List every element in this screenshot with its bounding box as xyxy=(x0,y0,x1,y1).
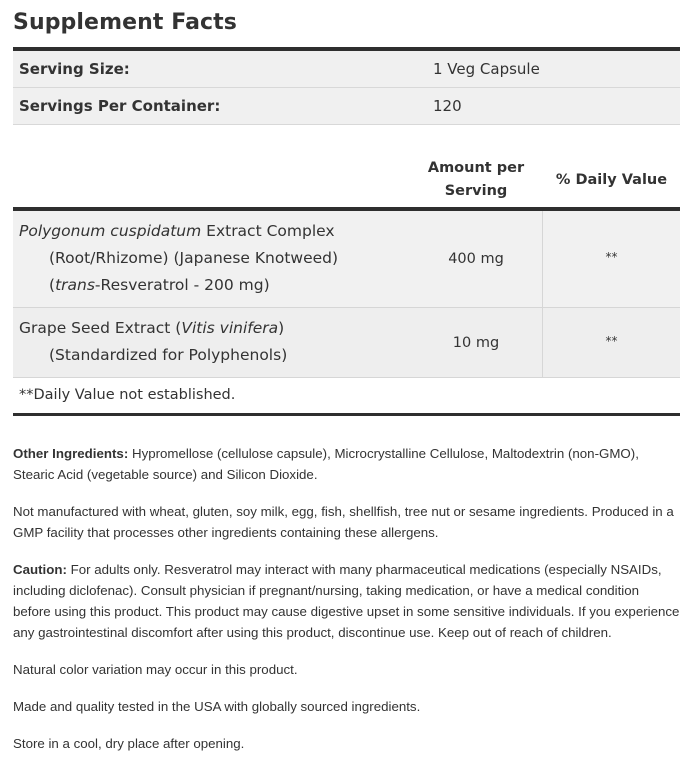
servings-per-container-label: Servings Per Container: xyxy=(19,97,221,115)
product-notes xyxy=(13,443,680,754)
serving-size-value: 1 Veg Capsule xyxy=(433,60,540,78)
ingredient-detail: (Root/Rhizome) (Japanese Knotweed) xyxy=(49,249,339,267)
header-amount-line1: Amount per xyxy=(427,160,525,176)
header-amount-per-serving xyxy=(409,157,543,203)
caution-statement xyxy=(13,559,680,643)
servings-per-container-value: 120 xyxy=(433,97,462,115)
header-daily-value: % Daily Value xyxy=(555,172,668,188)
ingredient-italic: trans xyxy=(55,276,95,294)
paren: ) xyxy=(278,319,285,337)
other-ingredients xyxy=(13,443,680,485)
ingredient-daily-value: ** xyxy=(542,211,680,307)
bottom-divider xyxy=(13,413,680,416)
servings-per-container-row xyxy=(13,88,680,125)
paren: ( xyxy=(49,276,56,294)
ingredient-detail-rest: -Resveratrol - 200 mg) xyxy=(94,276,270,294)
allergen-statement: Not manufactured with wheat, gluten, soy milk, egg, fish, shellfish, tree nut or sesame ingredients. Produced in a GMP facility that processes other ingredients containing these allergens. xyxy=(13,504,674,540)
page-title: Supplement Facts xyxy=(13,10,237,35)
ingredient-name xyxy=(13,308,410,377)
color-variation-note: Natural color variation may occur in this product. xyxy=(13,662,298,677)
storage-note: Store in a cool, dry place after opening. xyxy=(13,736,245,751)
ingredient-name xyxy=(13,211,410,307)
table-header xyxy=(13,125,680,207)
ingredient-latin-name: Vitis vinifera xyxy=(181,319,279,337)
table-row xyxy=(13,211,680,308)
serving-size-label: Serving Size: xyxy=(19,60,130,78)
ingredient-daily-value: ** xyxy=(542,308,680,377)
daily-value-footnote: **Daily Value not established. xyxy=(19,387,236,403)
ingredient-detail xyxy=(19,272,404,299)
table-row xyxy=(13,308,680,378)
ingredients-table xyxy=(13,211,680,378)
caution-label: Caution: xyxy=(13,562,67,577)
header-amount-line2: Serving xyxy=(444,183,508,199)
ingredient-name-plain: Grape Seed Extract ( xyxy=(19,319,182,337)
ingredient-amount: 10 mg xyxy=(452,334,500,351)
other-ingredients-text: Hypromellose (cellulose capsule), Microcrystalline Cellulose, Maltodextrin (non-GMO), Stearic Acid (vegetable source) and Silicon Dioxide. xyxy=(13,446,639,482)
ingredient-name-rest: Extract Complex xyxy=(201,222,335,240)
other-ingredients-label: Other Ingredients: xyxy=(13,446,129,461)
serving-size-row xyxy=(13,51,680,88)
ingredient-amount: 400 mg xyxy=(448,251,504,267)
ingredient-latin-name: Polygonum cuspidatum xyxy=(19,222,202,240)
caution-text: For adults only. Resveratrol may interact with many pharmaceutical medications (especially NSAIDs, including diclofenac). Consult physician if pregnant/nursing, taking medication, or have a medical condition before using this product. This product may cause digestive upset in some sensitive individuals. If you experience any gastrointestinal discomfort after using this product, discontinue use. Keep out of reach of children. xyxy=(13,562,680,640)
ingredient-detail: (Standardized for Polyphenols) xyxy=(49,346,288,364)
made-in-note: Made and quality tested in the USA with globally sourced ingredients. xyxy=(13,699,421,714)
